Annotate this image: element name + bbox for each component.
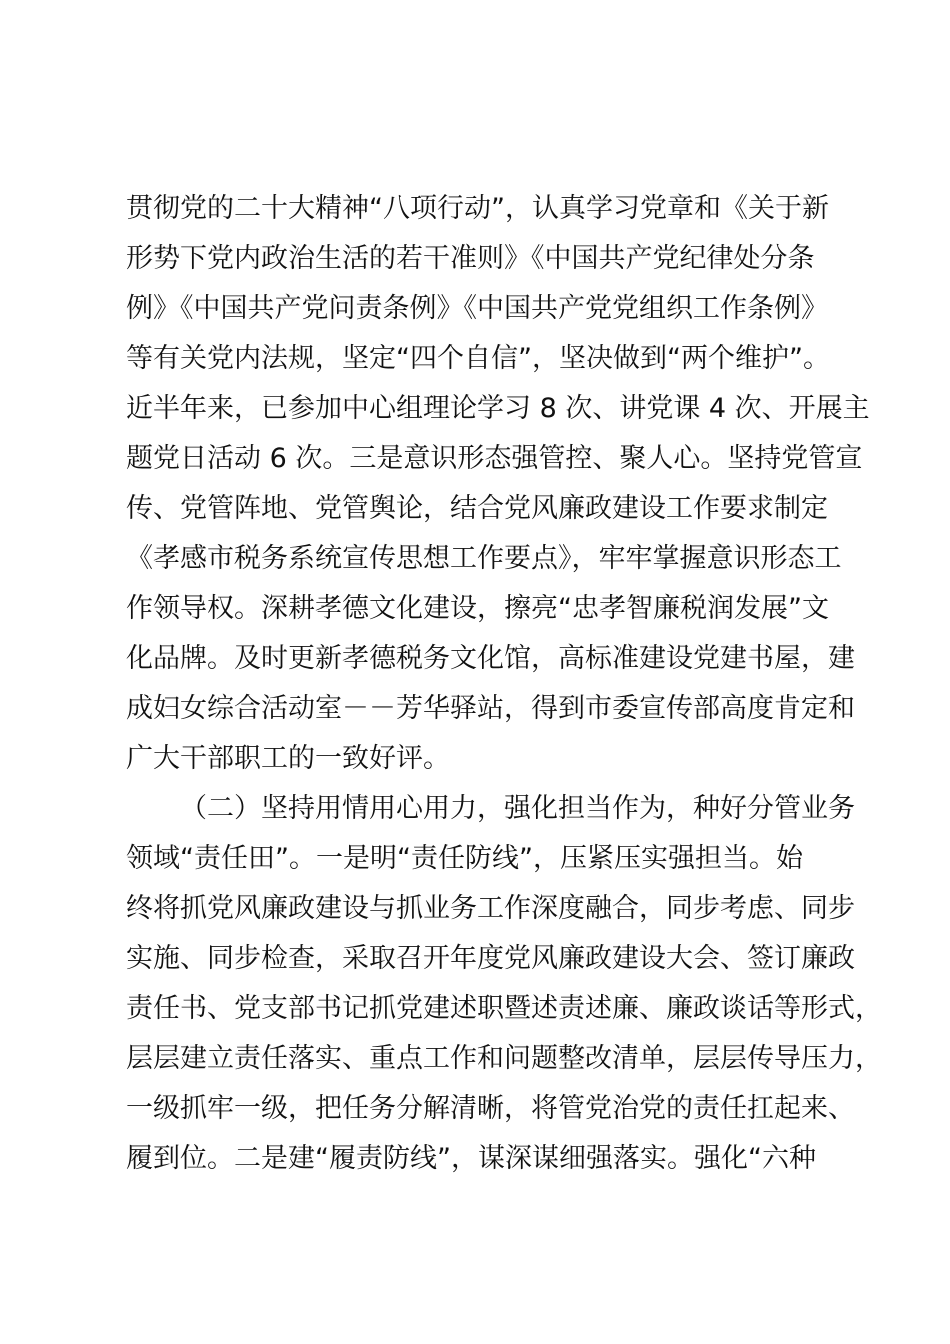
text-line: 领域“责任田”。一是明“责任防线”，压紧压实强担当。始 — [126, 843, 803, 874]
text-line: 履到位。二是建“履责防线”，谋深谋细强落实。强化“六种 — [126, 1143, 816, 1174]
text-line: 实施、同步检查，采取召开年度党风廉政建设大会、签订廉政 — [126, 943, 855, 974]
text-line: 贯彻党的二十大精神“八项行动”，认真学习党章和《关于新 — [126, 193, 829, 224]
text-line: 传、党管阵地、党管舆论，结合党风廉政建设工作要求制定 — [126, 493, 828, 524]
section-heading-line: （二）坚持用情用心用力，强化担当作为，种好分管业务 — [180, 793, 855, 824]
text-line: 一级抓牢一级，把任务分解清晰，将管党治党的责任扛起来、 — [126, 1093, 855, 1124]
text-line: 广大干部职工的一致好评。 — [126, 743, 450, 774]
text-line: 化品牌。及时更新孝德税务文化馆，高标准建设党建书屋，建 — [126, 643, 855, 674]
text-line: 形势下党内政治生活的若干准则》《中国共产党纪律处分条 — [126, 243, 815, 274]
text-line: 终将抓党风廉政建设与抓业务工作深度融合，同步考虑、同步 — [126, 893, 855, 924]
text-line: 成妇女综合活动室－－芳华驿站，得到市委宣传部高度肯定和 — [126, 693, 855, 724]
body-text — [126, 184, 882, 1184]
text-line: 等有关党内法规，坚定“四个自信”，坚决做到“两个维护”。 — [126, 343, 830, 374]
text-line: 作领导权。深耕孝德文化建设，擦亮“忠孝智廉税润发展”文 — [126, 593, 829, 624]
text-line: 层层建立责任落实、重点工作和问题整改清单，层层传导压力， — [126, 1043, 882, 1074]
text-line: 近半年来，已参加中心组理论学习 8 次、讲党课 4 次、开展主 — [126, 393, 870, 424]
text-line: 例》《中国共产党问责条例》《中国共产党党组织工作条例》 — [126, 293, 828, 324]
text-line: 题党日活动 6 次。三是意识形态强管控、聚人心。坚持党管宣 — [126, 443, 863, 474]
text-line: 《孝感市税务系统宣传思想工作要点》，牢牢掌握意识形态工 — [126, 543, 842, 574]
text-line: 责任书、党支部书记抓党建述职暨述责述廉、廉政谈话等形式， — [126, 993, 882, 1024]
